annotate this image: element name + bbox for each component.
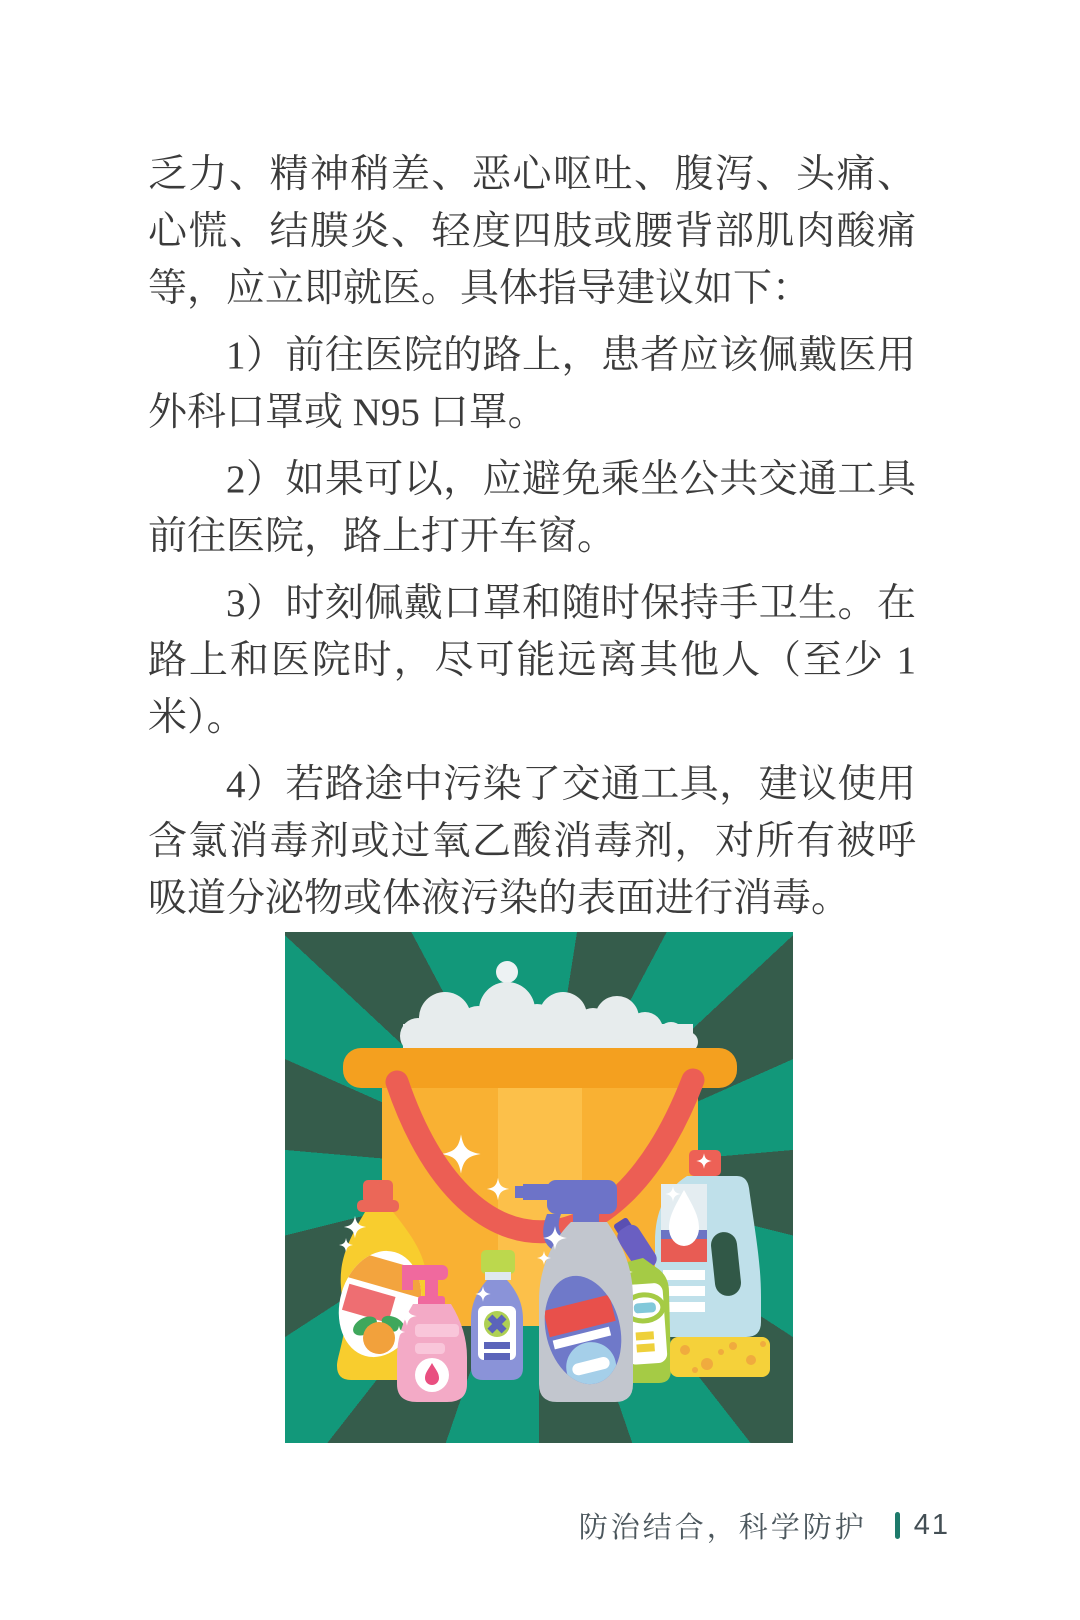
body-text [148, 146, 916, 937]
paragraph-item-3: 3）时刻佩戴口罩和随时保持手卫生。在路上和医院时，尽可能远离其他人（至少 1 米）。 [148, 582, 916, 739]
paragraph-item-2: 2）如果可以，应避免乘坐公共交通工具前往医院，路上打开车窗。 [148, 458, 916, 558]
soap-bubble-icon [496, 961, 518, 983]
paragraph-item-1: 1）前往医院的路上，患者应该佩戴医用外科口罩或 N95 口罩。 [148, 334, 916, 434]
paragraph-item-4: 4）若路途中污染了交通工具，建议使用含氯消毒剂或过氧乙酸消毒剂，对所有被呼吸道分泌物或体液污染的表面进行消毒。 [148, 763, 916, 920]
page-footer [579, 1505, 950, 1546]
sponge-icon [670, 1337, 770, 1377]
foam-icon [400, 982, 698, 1054]
cleaning-supplies-illustration [285, 932, 793, 1443]
footer-separator-bar [895, 1512, 900, 1539]
paragraph-intro: 乏力、精神稍差、恶心呕吐、腹泻、头痛、心慌、结膜炎、轻度四肢或腰背部肌肉酸痛等，应立即就医。具体指导建议如下： [148, 153, 916, 310]
footer-motto: 防治结合，科学防护 [578, 1512, 867, 1544]
page-number: 41 [913, 1509, 950, 1541]
cleaning-supplies-art [285, 932, 793, 1443]
